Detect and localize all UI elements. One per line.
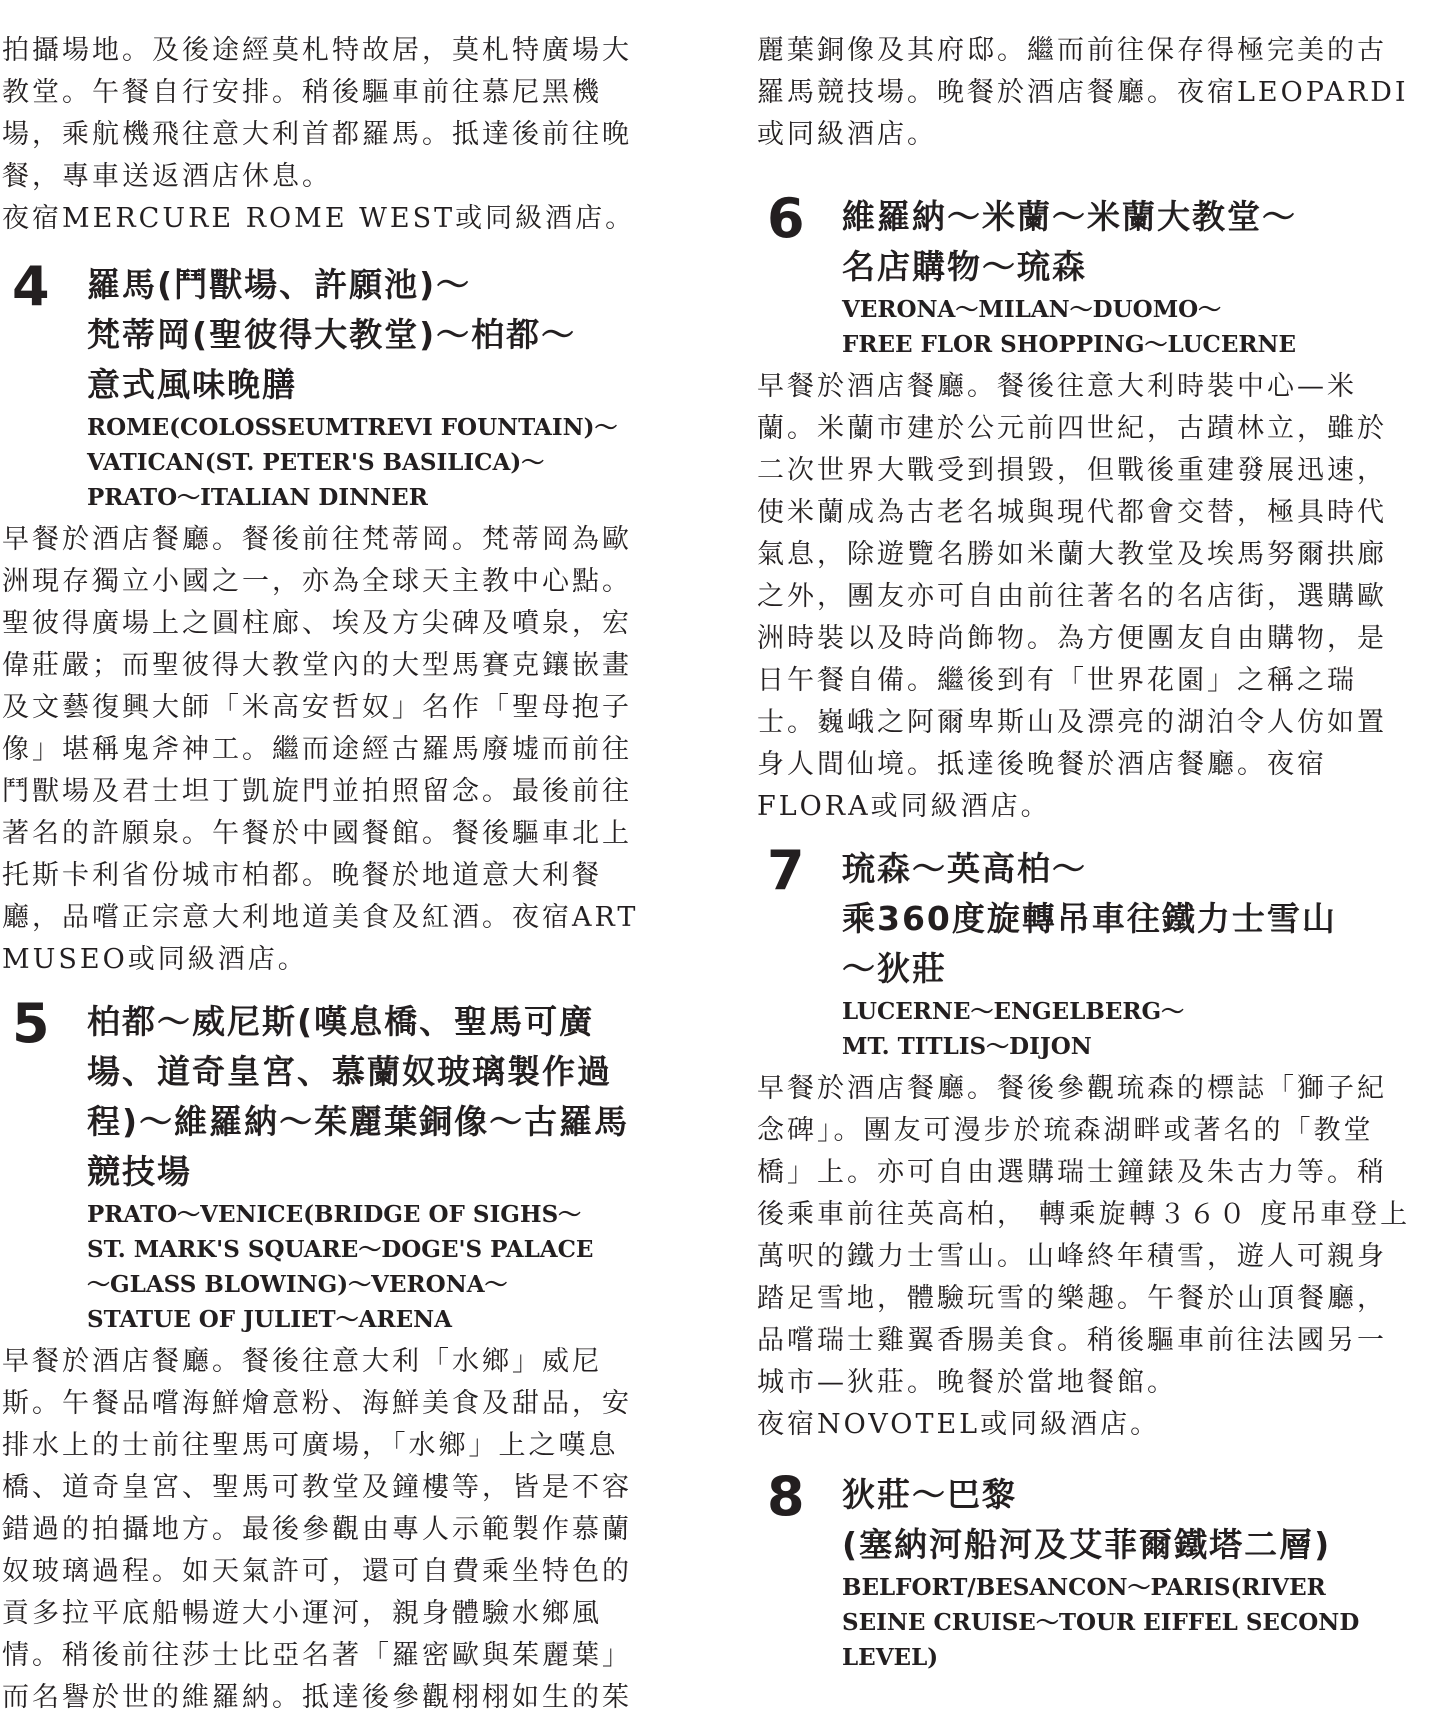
day-description: 早餐於酒店餐廳。餐後往意大利「水鄉」威尼 斯。午餐品嚐海鮮燴意粉、海鮮美食及甜品，安 排水上的士前往聖馬可廣場，「水鄉」上之嘆息 橋、道奇皇宮、聖馬可教堂及鐘樓等，皆是不容 錯過的拍攝地方。最後參觀由專人示範製作慕蘭 奴玻璃過程。如天氣許可，還可自費乘坐特色的 貢多拉平底船暢遊大小運河，親身體驗水鄉風 情。稍後前往莎士比亞名著「羅密歐與茱麗葉」 而名譽於世的維羅納。抵達後參觀栩栩如生的茱	[2, 1346, 632, 1713]
day-title-chinese: 柏都～威尼斯(嘆息橋、聖馬可廣 場、道奇皇宮、慕蘭奴玻璃製作過 程)～維羅納～茱麗葉銅像～古羅馬 競技場	[87, 1002, 630, 1191]
day-4-section	[2, 255, 692, 981]
day-7-section	[757, 839, 1440, 1446]
day-title-chinese: 狄莊～巴黎 (塞納河船河及艾菲爾鐵塔二層)	[842, 1475, 1332, 1564]
day-description: 早餐於酒店餐廳。餐後往意大利時裝中心—米 蘭。米蘭市建於公元前四世紀，古蹟林立，雖於 二次世界大戰受到損毀，但戰後重建發展迅速， 使米蘭成為古老名城與現代都會交替，極具時代 氣息，除遊覽名勝如米蘭大教堂及埃馬努爾拱廊 之外，團友亦可自由前往著名的名店街，選購歐 洲時裝以及時尚飾物。為方便團友自由購物，是 日午餐自備。繼後到有「世界花園」之稱之瑞 士。巍峨之阿爾卑斯山及漂亮的湖泊令人仿如置 身人間仙境。抵達後晚餐於酒店餐廳。夜宿 FLORA或同級酒店。	[757, 371, 1387, 822]
day-description: 早餐於酒店餐廳。餐後前往梵蒂岡。梵蒂岡為歐 洲現存獨立小國之一，亦為全球天主教中心點。 聖彼得廣場上之圓柱廊、埃及方尖碑及噴泉，宏 偉莊嚴；而聖彼得大教堂內的大型馬賽克鑲嵌畫 及文藝復興大師「米高安哲奴」名作「聖母抱子 像」堪稱鬼斧神工。繼而途經古羅馬廢墟而前往 鬥獸場及君士坦丁凱旋門並拍照留念。最後前往 著名的許願泉。午餐於中國餐館。餐後驅車北上 托斯卡利省份城市柏都。晚餐於地道意大利餐 廳，品嚐正宗意大利地道美食及紅酒。夜宿ART MUSEO或同級酒店。	[2, 524, 639, 975]
day-heading	[757, 839, 1440, 1064]
day-heading	[757, 1465, 1440, 1675]
right-column	[757, 30, 1440, 1675]
day-heading	[2, 255, 692, 515]
day-title-english: PRATO～VENICE(BRIDGE OF SIGHS～ ST. MARK'S SQUARE～DOGE'S PALACE ～GLASS BLOWING)～VERONA～ STATUE OF JULIET～ARENA	[87, 1201, 594, 1333]
day-5-section	[2, 992, 692, 1719]
intro-paragraph: 拍攝場地。及後途經莫札特故居，莫札特廣場大 教堂。午餐自行安排。稍後驅車前往慕尼黑機 場，乘航機飛往意大利首都羅馬。抵達後前往晚 餐，專車送返酒店休息。 夜宿MERCURE ROME WEST或同級酒店。	[2, 35, 636, 234]
day-title-chinese: 琉森～英高柏～ 乘360度旋轉吊車往鐵力士雪山 ～狄莊	[842, 849, 1337, 988]
intro-paragraph: 麗葉銅像及其府邸。繼而前往保存得極完美的古 羅馬競技場。晚餐於酒店餐廳。夜宿LEOPARDI 或同級酒店。	[757, 35, 1409, 150]
day-number: 5	[12, 992, 50, 1055]
day-number: 4	[12, 255, 50, 318]
day-heading	[757, 187, 1440, 362]
day-title-english: ROME(COLOSSEUMTREVI FOUNTAIN)～ VATICAN(ST. PETER'S BASILICA)～ PRATO～ITALIAN DINNER	[87, 414, 618, 511]
day-title-english: LUCERNE～ENGELBERG～ MT. TITLIS～DIJON	[842, 998, 1185, 1060]
day-number: 8	[767, 1465, 805, 1528]
day-6-section	[757, 187, 1440, 828]
day-number: 6	[767, 187, 805, 250]
day-title-english: VERONA～MILAN～DUOMO～ FREE FLOR SHOPPING～LUCERNE	[842, 296, 1297, 358]
day-title-chinese: 維羅納～米蘭～米蘭大教堂～ 名店購物～琉森	[842, 197, 1297, 286]
day-description: 早餐於酒店餐廳。餐後參觀琉森的標誌「獅子紀 念碑」。團友可漫步於琉森湖畔或著名的「教堂 橋」上。亦可自由選購瑞士鐘錶及朱古力等。稍 後乘車前往英高柏， 轉乘旋轉３６０ 度吊車登上 萬呎的鐵力士雪山。山峰終年積雪，遊人可親身 踏足雪地，體驗玩雪的樂趣。午餐於山頂餐廳， 品嚐瑞士雞翼香腸美食。稍後驅車前往法國另一 城市—狄莊。晚餐於當地餐館。 夜宿NOVOTEL或同級酒店。	[757, 1073, 1411, 1440]
day-number: 7	[767, 839, 805, 902]
day-8-section	[757, 1465, 1440, 1675]
left-column	[2, 30, 692, 1719]
day-title-chinese: 羅馬(鬥獸場、許願池)～ 梵蒂岡(聖彼得大教堂)～柏都～ 意式風味晚膳	[87, 265, 577, 404]
day-title-english: BELFORT/BESANCON～PARIS(RIVER SEINE CRUISE～TOUR EIFFEL SECOND LEVEL)	[842, 1574, 1360, 1671]
day-heading	[2, 992, 692, 1337]
